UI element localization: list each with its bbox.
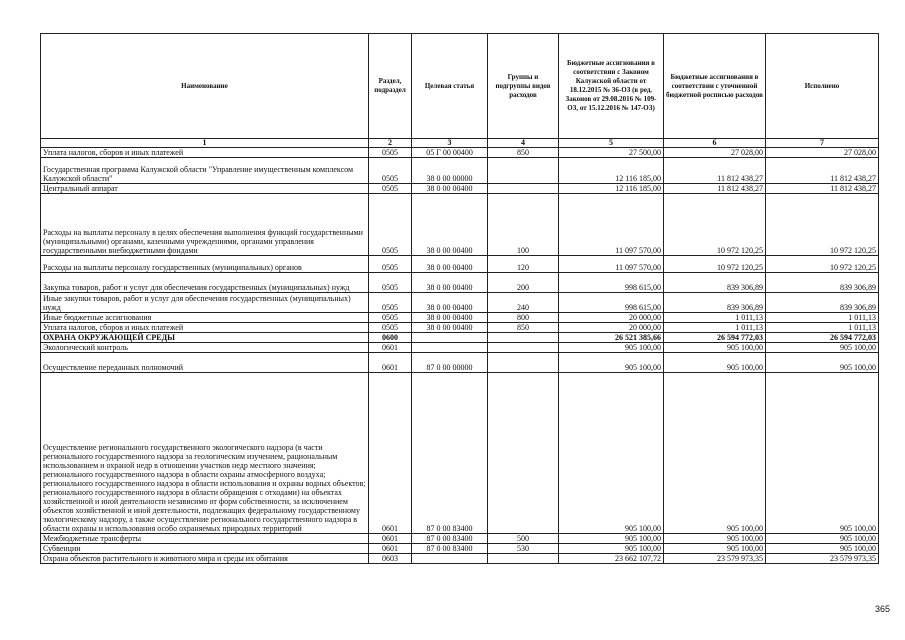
row-group: 850 [488,323,559,333]
row-group [488,554,559,564]
row-group [488,373,559,534]
row-executed: 23 579 973,35 [766,554,879,564]
row-section: 0505 [369,184,412,194]
row-target: 05 Г 00 00400 [412,148,488,158]
table-row [41,313,879,323]
table-row [41,353,879,373]
row-executed: 1 011,13 [766,323,879,333]
row-group: 850 [488,148,559,158]
row-target: 87 0 00 83400 [412,534,488,544]
row-name: Государственная программа Калужской области "Управление имущественным комплексом Калужской области" [41,158,369,184]
row-refined: 1 011,13 [664,313,766,323]
header-section: Раздел, подраздел [369,34,412,139]
row-section: 0505 [369,313,412,323]
row-refined: 26 594 772,03 [664,333,766,343]
table-row [41,184,879,194]
row-group [488,184,559,194]
table-row [41,373,879,534]
budget-table [40,33,879,564]
row-plan: 20 000,00 [559,323,664,333]
header-row [41,34,879,139]
row-name: Осуществление регионального государственного экологического надзора (в части регионального государственного надзора за геологическим изучением, рациональным использованием и охраной недр в отношении участков недр местного значения; регионального государственного надзора в области охраны атмосферного воздуха; регионального государственного надзора в области использования и охраны водных объектов; регионального государственного надзора в области обращения с отходами) на объектах хозяйственной и иной деятельности независимо от форм собственности, за исключением объектов хозяйственной и иной деятельности, подлежащих федеральному государственному экологическому надзору, а также осуществление регионального государственного надзора в области охраны и использования особо охраняемых природных территорий [41,373,369,534]
row-executed: 905 100,00 [766,353,879,373]
row-refined: 10 972 120,25 [664,194,766,256]
row-plan: 905 100,00 [559,343,664,353]
table-row [41,256,879,273]
row-name: Охрана объектов растительного и животного мира и среды их обитания [41,554,369,564]
row-target: 38 0 00 00400 [412,293,488,313]
row-plan: 11 097 570,00 [559,194,664,256]
row-executed: 10 972 120,25 [766,256,879,273]
row-refined: 23 579 973,35 [664,554,766,564]
row-refined: 905 100,00 [664,544,766,554]
table-body [41,148,879,564]
row-target: 38 0 00 00000 [412,158,488,184]
row-executed: 905 100,00 [766,343,879,353]
row-executed: 1 011,13 [766,313,879,323]
table-row [41,293,879,313]
row-name: Расходы на выплаты персоналу государственных (муниципальных) органов [41,256,369,273]
column-number: 1 [41,139,369,148]
row-section: 0505 [369,323,412,333]
row-plan: 12 116 185,00 [559,158,664,184]
row-group [488,333,559,343]
header-groups: Группы и подгруппы видов расходов [488,34,559,139]
row-plan: 23 662 107,72 [559,554,664,564]
row-target: 38 0 00 00400 [412,323,488,333]
row-group: 120 [488,256,559,273]
row-executed: 905 100,00 [766,534,879,544]
row-section: 0505 [369,273,412,293]
header-name: Наименование [41,34,369,139]
row-refined: 905 100,00 [664,534,766,544]
column-number: 4 [488,139,559,148]
row-section: 0601 [369,534,412,544]
row-section: 0601 [369,353,412,373]
row-name: Межбюджетные трансферты [41,534,369,544]
row-section: 0600 [369,333,412,343]
row-executed: 905 100,00 [766,373,879,534]
column-numbers-row [41,139,879,148]
row-section: 0505 [369,293,412,313]
row-name: Уплата налогов, сборов и иных платежей [41,323,369,333]
row-plan: 26 521 385,66 [559,333,664,343]
row-target [412,554,488,564]
table-row [41,343,879,353]
row-refined: 10 972 120,25 [664,256,766,273]
row-target: 87 0 00 00000 [412,353,488,373]
row-plan: 998 615,00 [559,273,664,293]
row-refined: 11 812 438,27 [664,158,766,184]
row-name: Закупка товаров, работ и услуг для обеспечения государственных (муниципальных) нужд [41,273,369,293]
row-plan: 905 100,00 [559,534,664,544]
header-refined: Бюджетные ассигнования в соответствии с уточненной бюджетной росписью расходов [664,34,766,139]
row-executed: 27 028,00 [766,148,879,158]
row-target: 38 0 00 00400 [412,313,488,323]
table-row [41,323,879,333]
column-number: 6 [664,139,766,148]
row-executed: 11 812 438,27 [766,158,879,184]
row-executed: 11 812 438,27 [766,184,879,194]
row-name: Осуществление переданных полномочий [41,353,369,373]
row-executed: 839 306,89 [766,293,879,313]
row-name: ОХРАНА ОКРУЖАЮЩЕЙ СРЕДЫ [41,333,369,343]
row-section: 0505 [369,148,412,158]
column-number: 3 [412,139,488,148]
row-target [412,333,488,343]
row-target: 38 0 00 00400 [412,273,488,293]
row-target: 87 0 00 83400 [412,544,488,554]
row-group: 530 [488,544,559,554]
row-executed: 839 306,89 [766,273,879,293]
row-name: Расходы на выплаты персоналу в целях обеспечения выполнения функций государственными (муниципальными) органами, казенными учреждениями, органами управления государственными внебюджетными фондами [41,194,369,256]
row-refined: 905 100,00 [664,343,766,353]
row-executed: 26 594 772,03 [766,333,879,343]
row-name: Иные бюджетные ассигнования [41,313,369,323]
row-name: Уплата налогов, сборов и иных платежей [41,148,369,158]
row-plan: 12 116 185,00 [559,184,664,194]
table-row [41,273,879,293]
row-section: 0505 [369,158,412,184]
table-row [41,544,879,554]
column-number: 2 [369,139,412,148]
header-law-2015: Бюджетные ассигнования в соответствии с Законом Калужской области от 18.12.2015 № 36-ОЗ (в ред. Законов от 29.08.2016 № 109-ОЗ, от 15.12.2016 № 147-ОЗ) [559,34,664,139]
row-name: Экологический контроль [41,343,369,353]
row-group [488,353,559,373]
table-row [41,158,879,184]
row-group: 240 [488,293,559,313]
header-target: Целевая статья [412,34,488,139]
row-target: 38 0 00 00400 [412,256,488,273]
row-refined: 839 306,89 [664,293,766,313]
row-plan: 11 097 570,00 [559,256,664,273]
row-plan: 20 000,00 [559,313,664,323]
row-name: Центральный аппарат [41,184,369,194]
row-section: 0603 [369,554,412,564]
row-section: 0601 [369,544,412,554]
header-executed: Исполнено [766,34,879,139]
row-group [488,343,559,353]
row-section: 0601 [369,343,412,353]
column-number: 7 [766,139,879,148]
table-row [41,194,879,256]
row-group: 100 [488,194,559,256]
row-name: Иные закупки товаров, работ и услуг для обеспечения государственных (муниципальных) нужд [41,293,369,313]
row-section: 0505 [369,194,412,256]
row-executed: 10 972 120,25 [766,194,879,256]
row-name: Субвенции [41,544,369,554]
table-row [41,333,879,343]
row-refined: 27 028,00 [664,148,766,158]
row-plan: 998 615,00 [559,293,664,313]
row-group: 500 [488,534,559,544]
row-executed: 905 100,00 [766,544,879,554]
row-refined: 905 100,00 [664,353,766,373]
row-refined: 839 306,89 [664,273,766,293]
page-number: 365 [875,604,891,614]
budget-report-sheet [40,33,878,564]
row-group [488,158,559,184]
row-plan: 905 100,00 [559,544,664,554]
row-plan: 27 500,00 [559,148,664,158]
table-row [41,148,879,158]
row-refined: 1 011,13 [664,323,766,333]
row-target: 38 0 00 00400 [412,194,488,256]
row-target: 38 0 00 00400 [412,184,488,194]
row-group: 200 [488,273,559,293]
row-plan: 905 100,00 [559,353,664,373]
row-plan: 905 100,00 [559,373,664,534]
row-refined: 11 812 438,27 [664,184,766,194]
row-group: 800 [488,313,559,323]
table-row [41,534,879,544]
table-row [41,554,879,564]
row-section: 0601 [369,373,412,534]
column-number: 5 [559,139,664,148]
row-target [412,343,488,353]
row-target: 87 0 00 83400 [412,373,488,534]
row-refined: 905 100,00 [664,373,766,534]
row-section: 0505 [369,256,412,273]
